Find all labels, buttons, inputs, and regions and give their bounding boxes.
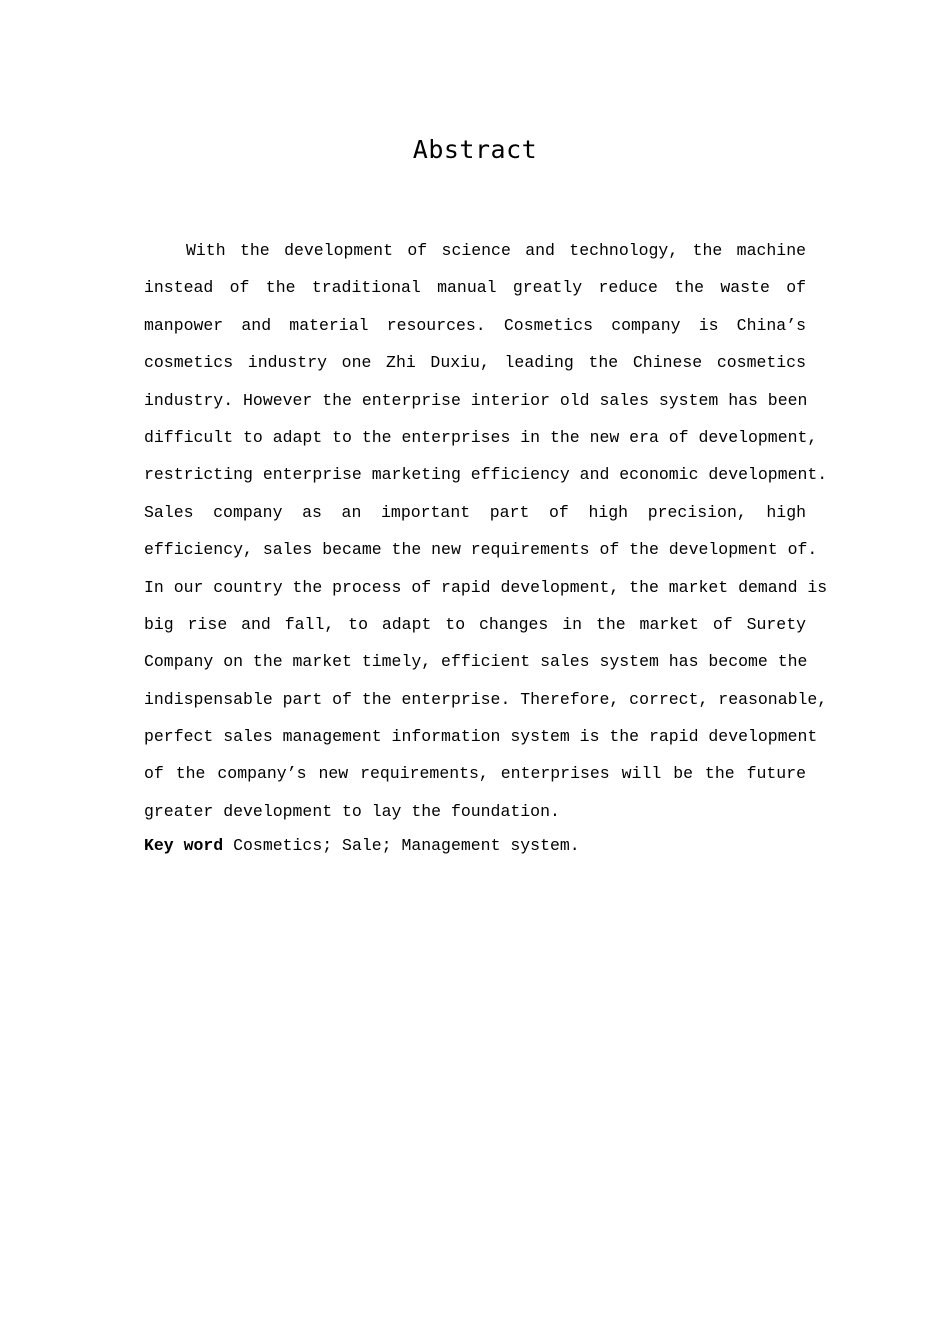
- abstract-line: efficiency, sales became the new requirements of the development of.: [144, 540, 818, 560]
- abstract-line: perfect sales management information system is the rapid development: [144, 727, 818, 747]
- abstract-line: of the company’s new requirements, enterprises will be the future: [144, 764, 806, 784]
- abstract-line: cosmetics industry one Zhi Duxiu, leading the Chinese cosmetics: [144, 353, 806, 373]
- abstract-body: [144, 232, 828, 830]
- keywords: [144, 832, 806, 860]
- keywords-text: Cosmetics; Sale; Management system.: [233, 836, 580, 855]
- abstract-line: manpower and material resources. Cosmetics company is China’s: [144, 315, 806, 335]
- abstract-line: Sales company as an important part of high precision, high: [144, 502, 806, 522]
- keywords-label: Key word: [144, 836, 224, 855]
- abstract-line: Company on the market timely, efficient sales system has become the: [144, 652, 808, 672]
- abstract-line: restricting enterprise marketing efficiency and economic development.: [144, 465, 828, 485]
- abstract-line: greater development to lay the foundation.: [144, 801, 560, 821]
- abstract-line: indispensable part of the enterprise. Therefore, correct, reasonable,: [144, 689, 828, 709]
- abstract-line: instead of the traditional manual greatly reduce the waste of: [144, 278, 806, 298]
- abstract-line: industry. However the enterprise interior old sales system has been: [144, 390, 808, 410]
- abstract-line: In our country the process of rapid development, the market demand is: [144, 577, 828, 597]
- abstract-line: With the development of science and technology, the machine: [186, 241, 806, 260]
- page-title: Abstract: [412, 135, 538, 164]
- abstract-line: difficult to adapt to the enterprises in the new era of development,: [144, 427, 818, 447]
- abstract-line: big rise and fall, to adapt to changes in the market of Surety: [144, 614, 806, 634]
